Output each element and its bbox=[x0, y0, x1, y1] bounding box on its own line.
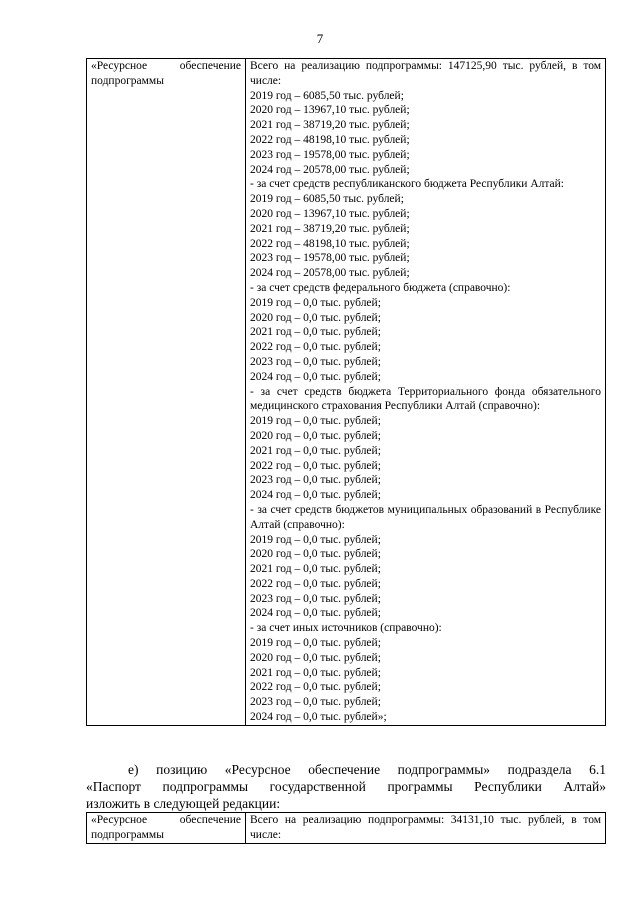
year-line: 2022 год – 48198,10 тыс. рублей; bbox=[250, 133, 410, 146]
resource-table bbox=[86, 58, 606, 726]
left-label-line2: подпрограммы bbox=[91, 74, 164, 87]
year-line: 2022 год – 48198,10 тыс. рублей; bbox=[250, 237, 410, 250]
other-heading: - за счет иных источников (справочно): bbox=[250, 622, 442, 635]
year-line: 2023 год – 0,0 тыс. рублей; bbox=[250, 474, 381, 487]
left-label-cell bbox=[87, 59, 246, 726]
year-line: 2021 год – 0,0 тыс. рублей; bbox=[250, 666, 381, 679]
table-row bbox=[87, 59, 606, 726]
municipal-years-list bbox=[250, 533, 601, 622]
year-line: 2020 год – 13967,10 тыс. рублей; bbox=[250, 104, 410, 117]
funding-intro: Всего на реализацию подпрограммы: 34131,10 тыс. рублей, в том числе: bbox=[250, 814, 601, 841]
year-line: 2019 год – 0,0 тыс. рублей; bbox=[250, 637, 381, 650]
republican-years-list bbox=[250, 192, 601, 281]
year-line: 2019 год – 6085,50 тыс. рублей; bbox=[250, 193, 404, 206]
left-label-cell bbox=[87, 813, 246, 844]
amendment-line3: изложить в следующей редакции: bbox=[86, 796, 281, 811]
year-line: 2024 год – 0,0 тыс. рублей; bbox=[250, 607, 381, 620]
resource-table-2 bbox=[86, 812, 606, 844]
right-content-cell bbox=[246, 59, 606, 726]
year-line: 2024 год – 20578,00 тыс. рублей; bbox=[250, 163, 410, 176]
year-line: 2019 год – 0,0 тыс. рублей; bbox=[250, 415, 381, 428]
left-label-line2: подпрограммы bbox=[91, 828, 164, 841]
year-line: 2021 год – 0,0 тыс. рублей; bbox=[250, 563, 381, 576]
year-line: 2020 год – 0,0 тыс. рублей; bbox=[250, 429, 381, 442]
federal-years-list bbox=[250, 296, 601, 385]
table-row bbox=[87, 813, 606, 844]
year-line: 2021 год – 38719,20 тыс. рублей; bbox=[250, 119, 410, 132]
right-content-cell bbox=[246, 813, 606, 844]
year-line: 2023 год – 19578,00 тыс. рублей; bbox=[250, 148, 410, 161]
other-years-list bbox=[250, 636, 601, 725]
amendment-paragraph bbox=[86, 761, 606, 812]
year-line: 2022 год – 0,0 тыс. рублей; bbox=[250, 681, 381, 694]
left-label-line1: «Ресурсное обеспечение bbox=[91, 60, 241, 72]
year-line: 2022 год – 0,0 тыс. рублей; bbox=[250, 577, 381, 590]
amendment-line2: «Паспорт подпрограммы государственной программы Республики Алтай» bbox=[86, 779, 606, 794]
year-line: 2023 год – 0,0 тыс. рублей; bbox=[250, 696, 381, 709]
year-line: 2021 год – 0,0 тыс. рублей; bbox=[250, 326, 381, 339]
year-line: 2024 год – 0,0 тыс. рублей; bbox=[250, 370, 381, 383]
year-line: 2021 год – 0,0 тыс. рублей; bbox=[250, 444, 381, 457]
year-line: 2023 год – 19578,00 тыс. рублей; bbox=[250, 252, 410, 265]
year-line: 2019 год – 0,0 тыс. рублей; bbox=[250, 533, 381, 546]
municipal-heading: - за счет средств бюджетов муниципальных образований в Республике Алтай (справочно): bbox=[250, 503, 601, 531]
year-line: 2023 год – 0,0 тыс. рублей; bbox=[250, 592, 381, 605]
tfoms-heading: - за счет средств бюджета Территориального фонда обязательного медицинского страхования Республики Алтай (справочно): bbox=[250, 385, 601, 413]
total-years-list bbox=[250, 89, 601, 178]
funding-intro: Всего на реализацию подпрограммы: 147125,90 тыс. рублей, в том числе: bbox=[250, 60, 601, 87]
year-line: 2020 год – 0,0 тыс. рублей; bbox=[250, 311, 381, 324]
year-line: 2023 год – 0,0 тыс. рублей; bbox=[250, 355, 381, 368]
tfoms-years-list bbox=[250, 414, 601, 503]
left-label-line1: «Ресурсное обеспечение bbox=[91, 814, 241, 826]
year-line: 2024 год – 0,0 тыс. рублей»; bbox=[250, 711, 387, 724]
year-line: 2022 год – 0,0 тыс. рублей; bbox=[250, 459, 381, 472]
year-line: 2020 год – 0,0 тыс. рублей; bbox=[250, 548, 381, 561]
republican-heading: - за счет средств республиканского бюджета Республики Алтай: bbox=[250, 178, 565, 191]
year-line: 2024 год – 20578,00 тыс. рублей; bbox=[250, 267, 410, 280]
page-number: 7 bbox=[316, 31, 324, 46]
federal-heading: - за счет средств федерального бюджета (справочно): bbox=[250, 281, 511, 294]
year-line: 2019 год – 6085,50 тыс. рублей; bbox=[250, 89, 404, 102]
year-line: 2020 год – 13967,10 тыс. рублей; bbox=[250, 207, 410, 220]
amendment-line1: е) позицию «Ресурсное обеспечение подпрограммы» подраздела 6.1 bbox=[128, 762, 606, 777]
year-line: 2019 год – 0,0 тыс. рублей; bbox=[250, 296, 381, 309]
year-line: 2022 год – 0,0 тыс. рублей; bbox=[250, 341, 381, 354]
year-line: 2021 год – 38719,20 тыс. рублей; bbox=[250, 222, 410, 235]
year-line: 2024 год – 0,0 тыс. рублей; bbox=[250, 489, 381, 502]
year-line: 2020 год – 0,0 тыс. рублей; bbox=[250, 651, 381, 664]
